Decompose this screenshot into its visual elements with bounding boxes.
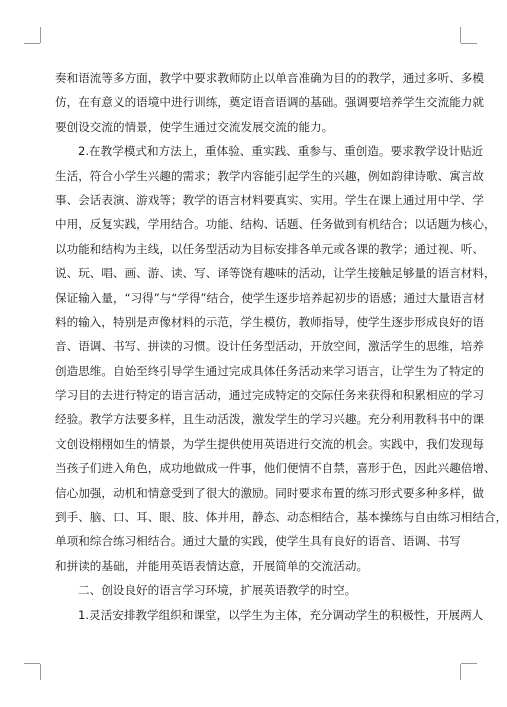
text-line: 文创设栩栩如生的情景，为学生提供使用英语进行交流的机会。实践中，我们发现每	[55, 436, 484, 451]
text-line: 和拼读的基础，并能用英语表情达意，开展简单的交流活动。	[55, 558, 369, 573]
text-line: 创造思维。自始至终引导学生通过完成具体任务活动来学习语言，让学生为了特定的	[55, 363, 484, 378]
text-line: 要创设交流的情景，使学生通过交流发展交流的能力。	[55, 119, 334, 134]
text-line: 信心加强，动机和情意受到了很大的激励。同时要求布置的练习形式要多种多样，做	[55, 485, 484, 500]
text-line: 事、会话表演、游戏等；教学的语言材料要真实、实用。学生在课上通过用中学、学	[55, 192, 484, 207]
text-line: 料的输入，特别是声像材料的示范，学生模仿，教师指导，使学生逐步形成良好的语	[55, 314, 484, 329]
text-line: 中用，反复实践，学用结合。功能、结构、话题、任务做到有机结合；以话题为核心，	[55, 217, 496, 232]
text-line: 单项和综合练习相结合。通过大量的实践，使学生具有良好的语音、语调、书写	[55, 534, 461, 549]
text-line: 当孩子们进入角色，成功地做成一件事，他们便情不自禁，喜形于色，因此兴趣倍增、	[55, 461, 496, 476]
text-line: 保证输入量，“习得”与“学得”结合，使学生逐步培养起初步的语感；通过大量语言材	[55, 290, 485, 305]
text-line: 以功能和结构为主线，以任务型活动为目标安排各单元或各课的教学；通过视、听、	[55, 241, 484, 256]
text-line: 说、玩、唱、画、游、读、写、译等饶有趣味的活动，让学生接触足够量的语言材料，	[55, 266, 496, 281]
text-line: 到手、脑、口、耳、眼、肢、体并用，静态、动态相结合，基本操练与自由练习相结合，	[55, 510, 507, 525]
text-line: 仿，在有意义的语境中进行训练，奠定语音语调的基础。强调要培养学生交流能力就	[55, 95, 484, 110]
text-line: 奏和语流等多方面，教学中要求教师防止以单音准确为目的的教学，通过多听、多模	[55, 71, 484, 85]
text-line: 学习目的去进行特定的语言活动，通过完成特定的交际任务来获得和积累相应的学习	[55, 388, 484, 403]
text-line: 经验。教学方法要多样，且生动活泼，激发学生的学习兴趣。充分利用教科书中的课	[55, 412, 484, 427]
document-body	[55, 66, 507, 627]
section-heading: 二、创设良好的语言学习环境，扩展英语教学的时空。	[78, 583, 357, 598]
paragraph-start-line: 2.在教学模式和方法上，重体验、重实践、重参与、重创造。要求教学设计贴近	[78, 144, 484, 159]
text-line: 音、语调、书写、拼读的习惯。设计任务型活动，开放空间，激活学生的思维，培养	[55, 339, 484, 354]
paragraph-start-line: 1.灵活安排教学组织和课堂，以学生为主体，充分调动学生的积极性，开展两人	[78, 607, 484, 622]
text-line: 生活，符合小学生兴趣的需求；教学内容能引起学生的兴趣，例如韵律诗歌、寓言故	[55, 168, 484, 183]
